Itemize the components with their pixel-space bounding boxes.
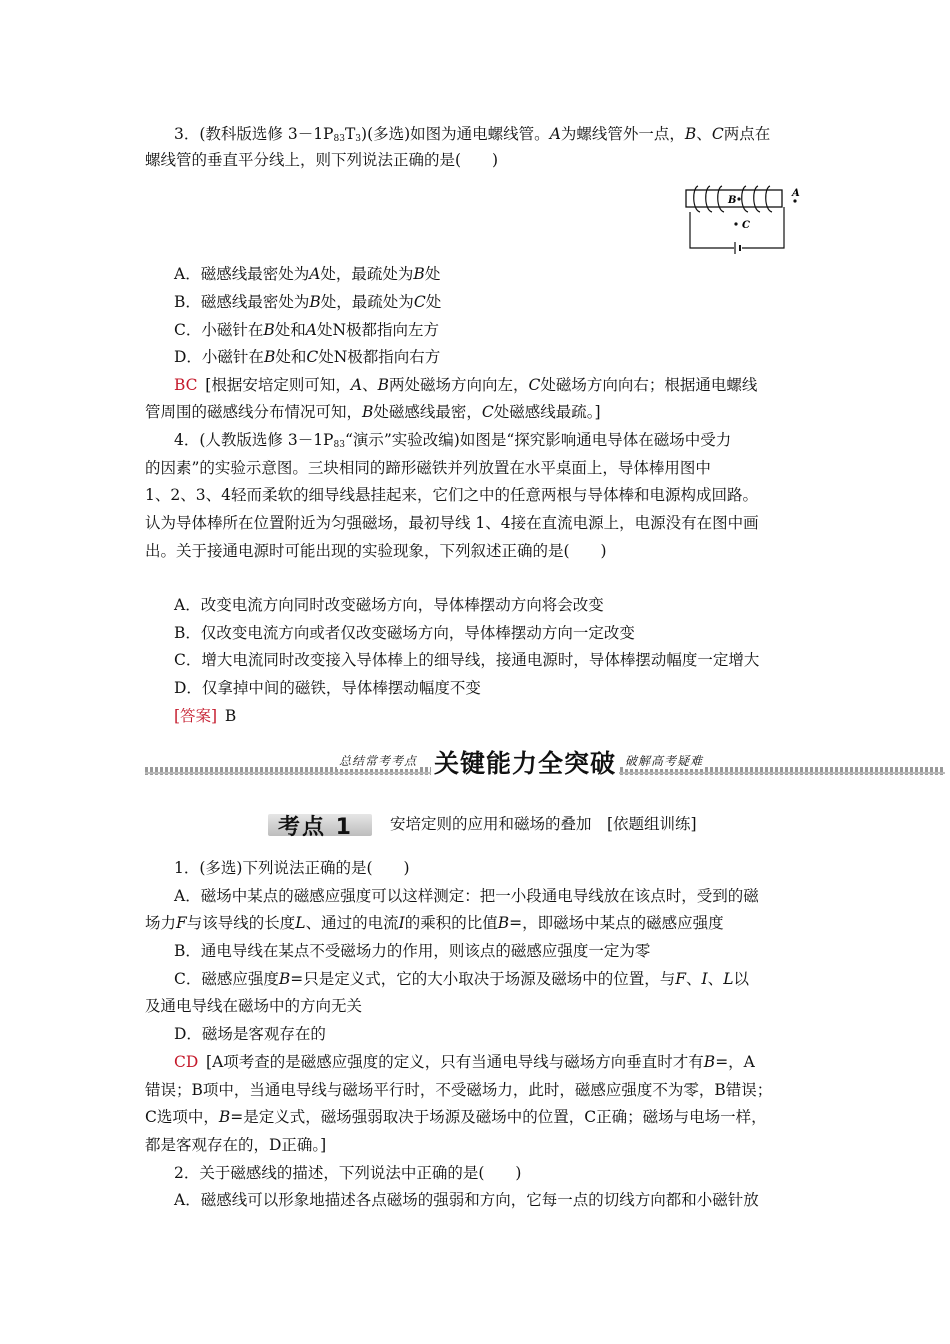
q3-option-a: A．磁感线最密处为A处，最疏处为B处 (174, 265, 441, 283)
point-a-dot (793, 199, 796, 202)
solenoid-circuit-diagram (684, 184, 808, 254)
point-a-label: A (792, 188, 800, 199)
q4-stem-line-1: 4．(人教版选修 $3-1P_{83}“$演示”实验改编)如图是“探究影响通电导体在磁场中受力 (174, 431, 732, 450)
t1-answer-key: CD (174, 1053, 199, 1071)
t1-option-c-line-1: C．磁感应强度B=只是定义式，它的大小取决于场源及磁场中的位置，与F、I、L以 (174, 970, 749, 988)
point-c-dot (734, 222, 737, 225)
q3-stem-line-1: 3．(教科版选修 $3-1P_{83}T_3$)(多选)如图为通电螺线管。A为螺线管外一点，B、C两点在 (174, 125, 771, 144)
q4-stem-line-3: 1、2、3、4轻而柔软的细导线悬挂起来，它们之中的任意两根与导体棒和电源构成回路。 (145, 486, 758, 504)
t1-option-a-line-2: 场力F与该导线的长度L、通过的电流I的乘积的比值B=，即磁场中某点的磁感应强度 (145, 914, 724, 932)
t1-option-d: D．磁场是客观存在的 (174, 1025, 326, 1043)
banner-title: 关键能力全突破 (431, 744, 619, 780)
t1-analysis-line-4: 都是客观存在的，D正确。] (145, 1136, 327, 1154)
q3-option-d: D．小磁针在B处和C处N极都指向右方 (174, 348, 441, 366)
q4-stem-line-4: 认为导体棒所在位置附近为匀强磁场，最初导线 1、4接在直流电源上，电源没有在图中画 (145, 514, 759, 532)
t1-analysis-line-3: C选项中，B=是定义式，磁场强弱取决于场源及磁场中的位置，C正确；磁场与电场一样， (145, 1108, 767, 1126)
t1-analysis-line-1: CD [A项考查的是磁感应强度的定义，只有当通电导线与磁场方向垂直时才有B=，A (174, 1053, 755, 1071)
t2-stem: 2．关于磁感线的描述，下列说法中正确的是( ) (174, 1164, 522, 1182)
q3-option-b: B．磁感线最密处为B处，最疏处为C处 (174, 293, 442, 311)
t2-option-a-line-1: A．磁感线可以形象地描述各点磁场的强弱和方向，它每一点的切线方向都和小磁针放 (174, 1191, 759, 1209)
q4-answer: B (224, 707, 237, 725)
point-b-dot (737, 197, 740, 200)
q3-option-c: C．小磁针在B处和A处N极都指向左方 (174, 321, 440, 339)
point-c-label: C (742, 220, 750, 231)
q4-answer-line (174, 706, 236, 726)
banner-left-text: 总结常考考点 (339, 754, 418, 768)
section-banner (145, 744, 945, 784)
q4-option-b: B．仅改变电流方向或者仅改变磁场方向，导体棒摆动方向一定改变 (174, 624, 635, 642)
point-b-label: B (728, 195, 737, 206)
q3-analysis-line-1: BC [根据安培定则可知，A、B两处磁场方向向左，C处磁场方向向右；根据通电螺线 (174, 376, 758, 394)
banner-right-text: 破解高考疑难 (625, 754, 704, 768)
q4-option-d: D．仅拿掉中间的磁铁，导体棒摆动幅度不变 (174, 679, 481, 697)
q3-answer-key: BC (174, 376, 198, 394)
topic-title: 安培定则的应用和磁场的叠加 [依题组训练] (390, 815, 697, 833)
t1-option-a-line-1: A．磁场中某点的磁感应强度可以这样测定：把一小段通电导线放在该点时，受到的磁 (174, 887, 759, 905)
q3-analysis-line-2: 管周围的磁感线分布情况可知，B处磁感线最密，C处磁感线最疏。] (145, 403, 601, 421)
q4-option-c: C．增大电流同时改变接入导体棒上的细导线，接通电源时，导体棒摆动幅度一定增大 (174, 651, 760, 669)
circuit-wire-left (690, 212, 734, 248)
t1-stem: 1．(多选)下列说法正确的是( ) (174, 859, 410, 877)
q3-stem-line-2: 螺线管的垂直平分线上，则下列说法正确的是( ) (145, 151, 499, 169)
q4-option-a: A．改变电流方向同时改变磁场方向，导体棒摆动方向将会改变 (174, 596, 604, 614)
q4-stem-line-2: 的因素”的实验示意图。三块相同的蹄形磁铁并列放置在水平桌面上，导体棒用图中 (145, 459, 711, 477)
q4-stem-line-5: 出。关于接通电源时可能出现的实验现象，下列叙述正确的是( ) (145, 542, 607, 560)
t1-option-c-line-2: 及通电导线在磁场中的方向无关 (145, 997, 363, 1015)
t1-analysis-line-2: 错误；B项中，当通电导线与磁场平行时，不受磁场力，此时，磁感应强度不为零，B错误； (145, 1081, 773, 1099)
topic-badge-label: 考点 1 (278, 815, 353, 840)
t1-option-b: B．通电导线在某点不受磁场力的作用，则该点的磁感应强度一定为零 (174, 942, 651, 960)
q4-answer-label: [答案] (174, 707, 218, 725)
topic-badge (268, 810, 372, 838)
